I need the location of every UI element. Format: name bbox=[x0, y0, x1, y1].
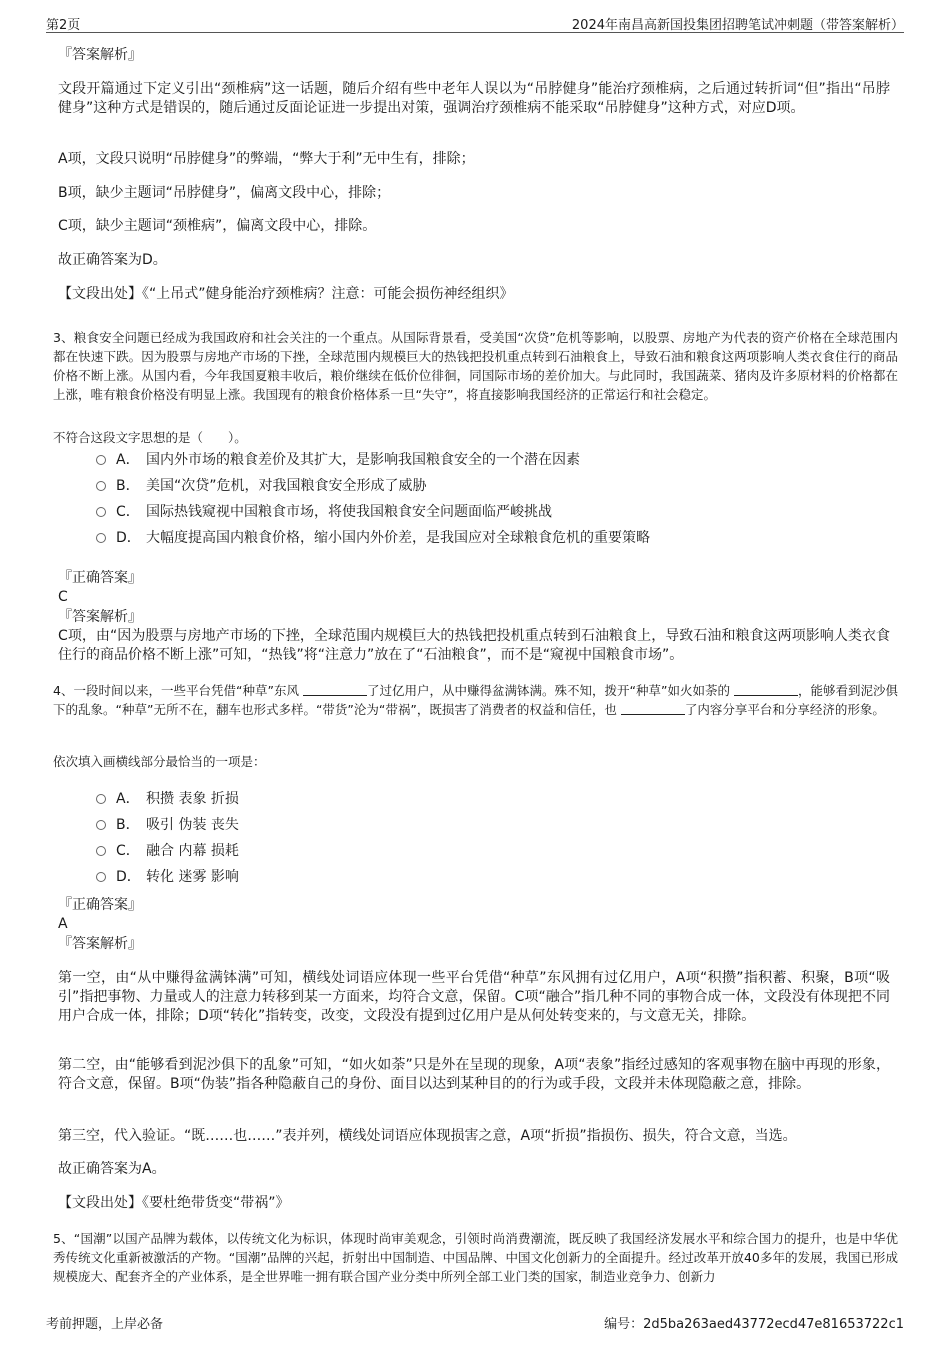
q4-option-c[interactable] bbox=[96, 842, 239, 861]
q2-analysis: 文段开篇通过下定义引出“颈椎病”这一话题，随后介绍有些中老年人误以为“吊脖健身”能治疗颈椎病，之后通过转折词“但”指出“吊脖健身”这种方式是错误的，随后通过反面论证进一步提出对策，强调治疗颈椎病不能采取“吊脖健身”这种方式，对应D项。 bbox=[58, 81, 890, 116]
radio-button[interactable] bbox=[96, 820, 106, 830]
q4-stem-part3: ，能够看到泥沙俱下的乱象。“种草”无所不在，翻车也形式多样。“带货”沦为“带祸”，既损害了消费者的权益和信任，也 bbox=[53, 683, 898, 717]
q2-source: 【文段出处】《“上吊式”健身能治疗颈椎病？注意：可能会损伤神经组织》 bbox=[58, 286, 514, 302]
radio-button[interactable] bbox=[96, 455, 106, 465]
q4-stem-part4: 了内容分享平台和分享经济的形象。 bbox=[684, 702, 885, 717]
q2-option-b-analysis: B项，缺少主题词“吊脖健身”，偏离文段中心，排除； bbox=[58, 185, 391, 201]
q3-stem: 3、粮食安全问题已经成为我国政府和社会关注的一个重点。从国际背景看，受美国“次贷”危机等影响，以股票、房地产为代表的资产价格在全球范围内都在快速下跌。因为股票与房地产市场的下挫，全球范围内规模巨大的热钱把投机重点转到石油粮食上，导致石油和粮食这两项影响人类衣食住行的商品价格不断上涨。从国内看，今年我国夏粮丰收后，粮价继续在低价位徘徊，同国际市场的差价加大。与此同时，我国蔬菜、猪肉及许多原材料的价格都在上涨，唯有粮食价格没有明显上涨。我国现有的粮食价格体系一旦“失守”，将直接影响我国经济的正常运行和社会稳定。 bbox=[53, 330, 898, 402]
radio-button[interactable] bbox=[96, 794, 106, 804]
option-letter: A． bbox=[116, 791, 140, 807]
option-letter: B． bbox=[116, 478, 140, 494]
option-letter: C． bbox=[116, 843, 140, 859]
page-header bbox=[46, 14, 904, 33]
q4-stem-part1: 4、一段时间以来，一些平台凭借“种草”东风 bbox=[53, 683, 299, 698]
option-text: 大幅度提高国内粮食价格，缩小国内外价差，是我国应对全球粮食危机的重要策略 bbox=[146, 530, 650, 546]
radio-button[interactable] bbox=[96, 507, 106, 517]
footer-slogan: 考前押题，上岸必备 bbox=[46, 1317, 164, 1332]
q4-option-b[interactable] bbox=[96, 816, 239, 835]
q3-answer-label: 『正确答案』 bbox=[58, 570, 142, 586]
option-letter: D． bbox=[116, 869, 141, 885]
q3-option-a[interactable] bbox=[96, 451, 580, 470]
radio-button[interactable] bbox=[96, 533, 106, 543]
q4-analysis-first-blank: 第一空，由“从中赚得盆满钵满”可知，横线处词语应体现一些平台凭借“种草”东风拥有过亿用户，A项“积攒”指积蓄、积聚，B项“吸引”指把事物、力量或人的注意力转移到某一方面来，均符合文意，保留。C项“融合”指几种不同的事物合成一体，文段没有体现把不同用户合成一体，排除；D项“转化”指转变，改变，文段没有提到过亿用户是从何处转变来的，与文意无关，排除。 bbox=[58, 970, 890, 1024]
q3-answer: C bbox=[58, 589, 68, 605]
q4-analysis-second-blank: 第二空，由“能够看到泥沙俱下的乱象”可知，“如火如荼”只是外在呈现的现象，A项“表象”指经过感知的客观事物在脑中再现的形象，符合文意，保留。B项“伪装”指各种隐蔽自己的身份、面目以达到某种目的的行为或手段，文段并未体现隐蔽之意，排除。 bbox=[58, 1057, 890, 1092]
option-letter: C． bbox=[116, 504, 140, 520]
option-letter: D． bbox=[116, 530, 141, 546]
option-text: 融合 内幕 损耗 bbox=[146, 843, 239, 859]
radio-button[interactable] bbox=[96, 481, 106, 491]
q3-option-d[interactable] bbox=[96, 529, 650, 548]
q2-option-a-analysis: A项，文段只说明“吊脖健身”的弊端，“弊大于利”无中生有，排除； bbox=[58, 151, 475, 167]
fill-blank-2[interactable] bbox=[734, 684, 798, 696]
option-text: 转化 迷雾 影响 bbox=[146, 869, 239, 885]
page-number: 第2页 bbox=[46, 18, 81, 33]
radio-button[interactable] bbox=[96, 846, 106, 856]
q4-option-a[interactable] bbox=[96, 790, 239, 809]
option-letter: A． bbox=[116, 452, 140, 468]
option-letter: B． bbox=[116, 817, 140, 833]
q3-analysis: C项，由“因为股票与房地产市场的下挫，全球范围内规模巨大的热钱把投机重点转到石油粮食上，导致石油和粮食这两项影响人类衣食住行的商品价格不断上涨”可知，“热钱”将“注意力”放在了“石油粮食”，而不是“窥视中国粮食市场”。 bbox=[58, 628, 890, 663]
q3-analysis-label: 『答案解析』 bbox=[58, 609, 142, 625]
q4-option-d[interactable] bbox=[96, 868, 239, 887]
q2-option-c-analysis: C项，缺少主题词“颈椎病”，偏离文段中心，排除。 bbox=[58, 218, 377, 234]
q4-stem bbox=[53, 681, 898, 719]
option-text: 国际热钱窥视中国粮食市场，将使我国粮食安全问题面临严峻挑战 bbox=[146, 504, 552, 520]
option-text: 吸引 伪装 丧失 bbox=[146, 817, 239, 833]
q2-analysis-label: 『答案解析』 bbox=[58, 47, 142, 63]
document-code: 编号：2d5ba263aed43772ecd47e81653722c1 bbox=[604, 1317, 904, 1332]
fill-blank-3[interactable] bbox=[621, 703, 685, 715]
fill-blank-1[interactable] bbox=[303, 684, 367, 696]
q5-stem: 5、“国潮”以国产品牌为载体，以传统文化为标识，体现时尚审美观念，引领时尚消费潮流，既反映了我国经济发展水平和综合国力的提升，也是中华优秀传统文化重新被激活的产物。“国潮”品牌的兴起，折射出中国制造、中国品牌、中国文化创新力的全面提升。经过改革开放40多年的发展，我国已形成规模庞大、配套齐全的产业体系，是全世界唯一拥有联合国产业分类中所列全部工业门类的国家，制造业竞争力、创新力 bbox=[53, 1231, 898, 1284]
q3-option-b[interactable] bbox=[96, 477, 427, 496]
q4-analysis-label: 『答案解析』 bbox=[58, 936, 142, 952]
q4-answer: A bbox=[58, 916, 68, 932]
q4-question: 依次填入画横线部分最恰当的一项是： bbox=[53, 754, 266, 769]
q3-question: 不符合这段文字思想的是（ ）。 bbox=[53, 430, 247, 445]
q4-conclusion: 故正确答案为A。 bbox=[58, 1161, 166, 1177]
option-text: 国内外市场的粮食差价及其扩大，是影响我国粮食安全的一个潜在因素 bbox=[146, 452, 580, 468]
option-text: 美国“次贷”危机，对我国粮食安全形成了威胁 bbox=[146, 478, 427, 494]
q4-answer-label: 『正确答案』 bbox=[58, 897, 142, 913]
q4-source: 【文段出处】《要杜绝带货变“带祸”》 bbox=[58, 1195, 290, 1211]
q4-stem-part2: 了过亿用户，从中赚得盆满钵满。殊不知，拨开“种草”如火如荼的 bbox=[366, 683, 730, 698]
radio-button[interactable] bbox=[96, 872, 106, 882]
q4-analysis-third-blank: 第三空，代入验证。“既……也……”表并列，横线处词语应体现损害之意，A项“折损”指损伤、损失，符合文意，当选。 bbox=[58, 1128, 797, 1144]
option-text: 积攒 表象 折损 bbox=[146, 791, 239, 807]
q3-option-c[interactable] bbox=[96, 503, 552, 522]
q2-conclusion: 故正确答案为D。 bbox=[58, 252, 167, 268]
document-title: 2024年南昌高新国投集团招聘笔试冲刺题（带答案解析） bbox=[571, 18, 904, 33]
